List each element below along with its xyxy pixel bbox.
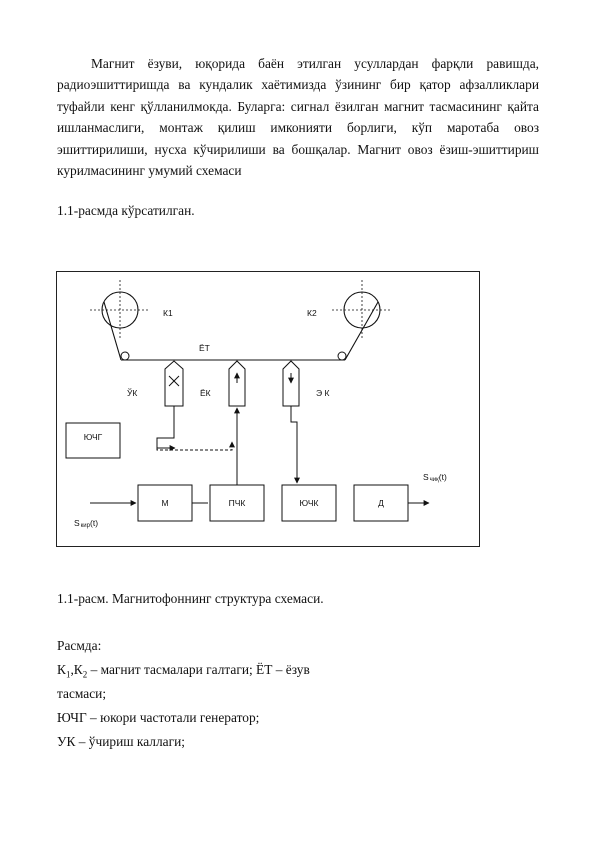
label-record-head: ЁК	[200, 388, 211, 398]
tape-path	[104, 302, 378, 360]
legend-line-generator: ЮЧГ – юкори частотали генератор;	[57, 710, 260, 725]
intro-paragraph	[57, 53, 539, 181]
erase-head	[165, 361, 183, 406]
structure-diagram	[56, 271, 480, 547]
label-input-signal: Sкир(t)	[74, 518, 99, 529]
intro-paragraph-end: 1.1-расмда кўрсатилган.	[57, 203, 195, 218]
diagram-svg	[57, 272, 481, 548]
label-erase-head: ЎК	[127, 388, 138, 398]
label-yuchk: ЮЧК	[299, 498, 319, 508]
label-m: М	[161, 498, 169, 508]
label-output-signal: Sчиқ(t)	[423, 472, 447, 483]
bias-dashed-line	[157, 442, 232, 450]
legend-line-erase-head: УК – ўчириш каллаги;	[57, 734, 185, 749]
label-playback-head: Э К	[316, 388, 330, 398]
legend-line-tape: тасмаси;	[57, 686, 107, 701]
figure-caption: 1.1-расм. Магнитофоннинг структура схемаси.	[57, 591, 324, 606]
label-pchk: ПЧК	[228, 498, 246, 508]
legend-line-reels: $К_1,К_2$ – магнит тасмалари галтаги; ЁТ – ёзув	[57, 662, 310, 680]
label-hf-generator: ЮЧГ	[83, 432, 103, 442]
label-d: Д	[378, 498, 384, 508]
record-head	[229, 361, 245, 406]
legend-heading: Расмда:	[57, 638, 102, 653]
label-k2: К2	[307, 308, 317, 318]
guide-roller-left	[121, 352, 129, 360]
label-tape: ЁТ	[199, 343, 210, 353]
label-k1: К1	[163, 308, 173, 318]
intro-text: Магнит ёзуви, юқорида баён этилган усуллардан фарқли равишда, радиоэшиттиришда ва кундалик хаётимизда ўзининг бир қатор афзалликлари туфайли кенг қўлланилмокда. Буларга: сигнал ёзилган магнит тасмасининг қайта ишланмаслиги, монтаж қилиш имконияти борлиги, кўп маротаба овоз эшиттирилиши, нусха кўчирилиши ва бошқалар. Магнит овоз ёзиш-эшиттириш курилмасининг умумий схемаси	[57, 56, 539, 179]
playback-head	[283, 361, 299, 406]
reel-k1	[90, 280, 150, 340]
guide-roller-right	[338, 352, 346, 360]
